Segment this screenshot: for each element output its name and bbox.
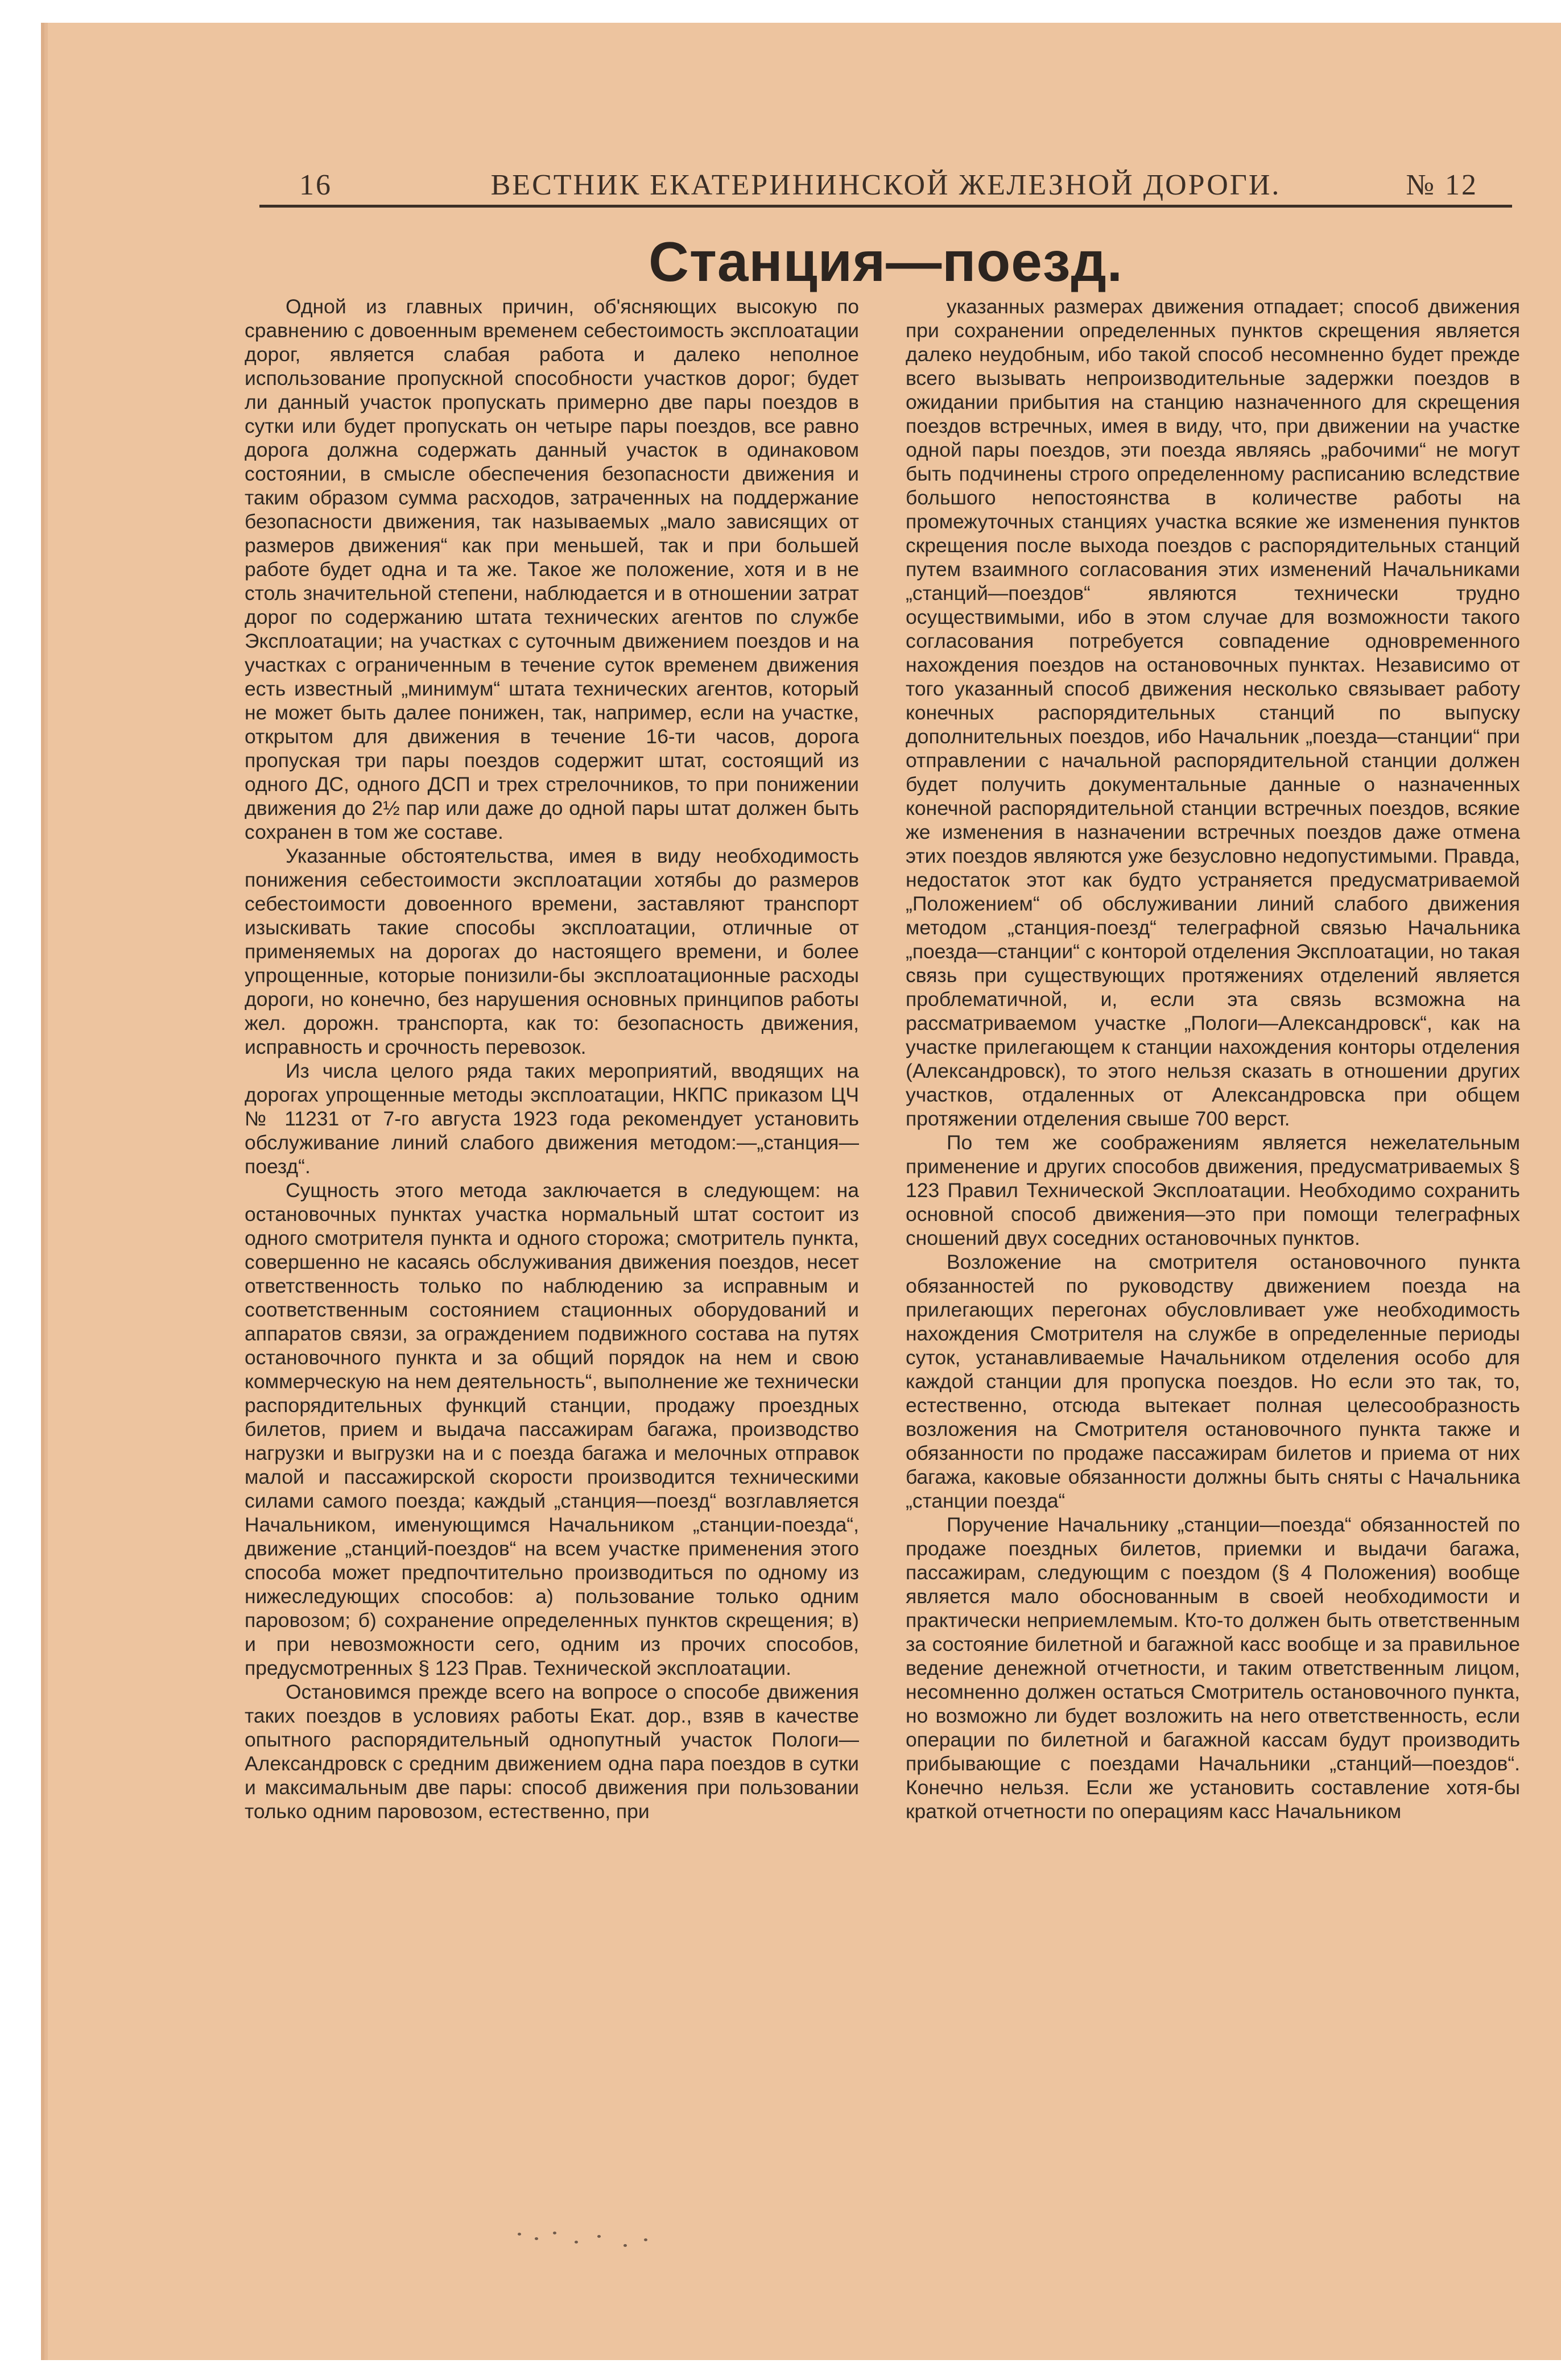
speck (518, 2233, 521, 2236)
speck (553, 2232, 556, 2234)
ink-specks (512, 2229, 671, 2252)
speck (597, 2235, 601, 2238)
article-title: Станция—поезд. (649, 230, 1123, 293)
paragraph: Из числа целого ряда таких мероприятий, вводящих на дорогах упрощенные методы эксплоатации, НКПС приказом ЦЧ № 11231 от 7-го августа 1923 года рекомендует установить обслуживание линий слабого движения методом:—„станция—поезд“. (245, 1059, 859, 1178)
speck (575, 2241, 578, 2244)
page-header (259, 165, 1512, 208)
newspaper-title: ВЕСТНИК ЕКАТЕРИНИНСКОЙ ЖЕЛЕЗНОЙ ДОРОГИ. (490, 169, 1281, 201)
paragraph: Возложение на смотрителя остановочного пункта обязанностей по руководству движением поезда на прилегающих перегонах обусловливает уже необходимость нахождения Смотрителя на службе в определенные периоды суток, устанавливаемые Начальником отделения особо для каждой станции для пропуска поездов. Но если это так, то, естественно, отсюда вытекает полная целесообразность возложения на Смотрителя остановочного пункта также и обязанности по продаже пассажирам билетов и приема от них багажа, каковые обязанности должны быть сняты с Начальника „станции поезда“ (906, 1251, 1520, 1512)
left-column (245, 295, 859, 2171)
speck (623, 2244, 627, 2247)
right-column (906, 295, 1520, 2171)
paragraph: Сущность этого метода заключается в следующем: на остановочных пунктах участка нормальный штат состоит из одного смотрителя пункта и одного сторожа; смотритель пункта, совершенно не касаясь обслуживания движения поездов, несет ответственность только по наблюдению за исправным и соответственным состоянием стационных оборудований и аппаратов связи, за ограждением подвижного состава на путях остановочного пункта и за общий порядок на нем и свою коммерческую на нем деятельность“, выполнение же технически распорядительных функций станции, продажу проездных билетов, прием и выдача пассажирам багажа, производство нагрузки и выгрузки на и с поезда багажа и мелочных отправок малой и пассажирской скорости производится техническими силами самого поезда; каждый „станция—поезд“ возглавляется Начальником, именующимся Начальником „станции-поезда“, движение „станций-поездов“ на всем участке применения этого способа может предпочтительно производиться по одному из нижеследующих способов: а) пользование только одним паровозом; б) сохранение определенных пунктов скрещения; в) и при невозможности сего, одним из прочих способов, предусмотренных § 123 Прав. Технической эксплоатации. (245, 1179, 859, 1679)
paragraph: Остановимся прежде всего на вопросе о способе движения таких поездов в условиях работы Екат. дор., взяв в качестве опытного распорядительный однопутный участок Пологи—Александровск с средним движением одна пара поездов в сутки и максимальным две пары: способ движения при пользовании только одним паровозом, естественно, при (245, 1681, 859, 1823)
issue-number: № 12 (1406, 169, 1478, 201)
paragraph: указанных размерах движения отпадает; способ движения при сохранении определенных пунктов скрещения является далеко неудобным, ибо такой способ несомненно будет прежде всего вызывать непроизводительные задержки поездов в ожидании прибытия на станцию назначенного для скрещения поездов встречных, имея в виду, что, при движении на участке одной пары поездов, эти поезда являясь „рабочими“ не могут быть подчинены строго определенному расписанию вследствие большого непостоянства в количестве работы на промежуточных станциях участка всякие же изменения пунктов скрещения после выхода поездов с распорядительных станций путем взаимного согласования этих изменений Начальниками „станций—поездов“ являются технически трудно осуществимыми, ибо в этом случае для возможности такого согласования потребуется совпадение одновременного нахождения поездов на остановочных пунктах. Независимо от того указанный способ движения несколько связывает работу конечных распорядительных станций по выпуску дополнительных поездов, ибо Начальник „поезда—станции“ при отправлении с начальной распорядительной станции должен будет получить документальные данные о назначенных конечной распорядительной станции встречных поездов, всякие же изменения в назначении встречных поездов даже отмена этих поездов являются уже безусловно недопустимыми. Правда, недостаток этот как будто устраняется предусматриваемой „Положением“ об обслуживании линий слабого движения методом „станция-поезд“ телеграфной связью Начальника „поезда—станции“ с конторой отделения Эксплоатации, но такая связь при существующих протяжениях отделений является проблематичной, и, если эта связь всзможна на рассматриваемом участке „Пологи—Александровск“, как на участке прилегающем к станции нахождения конторы отделения (Александровск), то этого нельзя сказать в отношении других участков, отдаленных от Александровска при общем протяжении отделения свыше 700 верст. (906, 295, 1520, 1130)
speck (644, 2238, 647, 2241)
paragraph: Одной из главных причин, об'ясняющих высокую по сравнению с довоенным временем себестоимость эксплоатации дорог, является слабая работа и далеко неполное использование пропускной способности участков дорог; будет ли данный участок пропускать примерно две пары поездов в сутки или будет пропускать он четыре пары поездов, все равно дорога должна содержать данный участок в одинаковом состоянии, в смысле обеспечения безопасности движения и таким образом сумма расходов, затраченных на поддержание безопасности движения, так называемых „мало зависящих от размеров движения“ как при меньшей, так и при большей работе будет одна и та же. Такое же положение, хотя и в не столь значительной степени, наблюдается и в отношении затрат дорог по содержанию штата технических агентов по службе Эксплоатации; на участках с суточным движением поездов и на участках с ограниченным в течение суток временем движения есть известный „минимум“ штата технических агентов, который не может быть далее понижен, так, например, если на участке, открытом для движения в течение 16-ти часов, дорога пропуская три пары поездов содержит штат, состоящий из одного ДС, одного ДСП и трех стрелочников, то при понижении движения до 2½ пар или даже до одной пары штат должен быть сохранен в том же составе. (245, 295, 859, 843)
paragraph: Поручение Начальнику „станции—поезда“ обязанностей по продаже поездных билетов, приемки и выдачи багажа, пассажирам, следующим с поездом (§ 4 Положения) вообще является мало обоснованным в своей необходимости и практически неприемлемым. Кто-то должен быть ответственным за состояние билетной и багажной касс вообще и за правильное ведение денежной отчетности, и таким ответственным лицом, несомненно должен остаться Смотритель остановочного пункта, но возможно ли будет возложить на него ответственность, если операции по билетной и багажной кассам будут производить прибывающие с поездами Начальники „станций—поездов“. Конечно нельзя. Если же установить составление хотя-бы краткой отчетности по операциям касс Начальником (906, 1513, 1520, 1823)
speck (535, 2237, 538, 2240)
paragraph: По тем же соображениям является нежелательным применение и других способов движения, предусматриваемых § 123 Правил Технической Эксплоатации. Необходимо сохранить основной способ движения—это при помощи телеграфных сношений двух соседних остановочных пунктов. (906, 1131, 1520, 1249)
paragraph: Указанные обстоятельства, имея в виду необходимость понижения себестоимости эксплоатации хотябы до размеров себестоимости довоенного времени, заставляют транспорт изыскивать такие способы эксплоатации, отличные от применяемых на дорогах до настоящего времени, и более упрощенные, которые понизили-бы эксплоатационные расходы дороги, но конечно, без нарушения основных принципов работы жел. дорожн. транспорта, как то: безопасность движения, исправность и срочность перевозок. (245, 845, 859, 1058)
page-number: 16 (299, 169, 332, 201)
